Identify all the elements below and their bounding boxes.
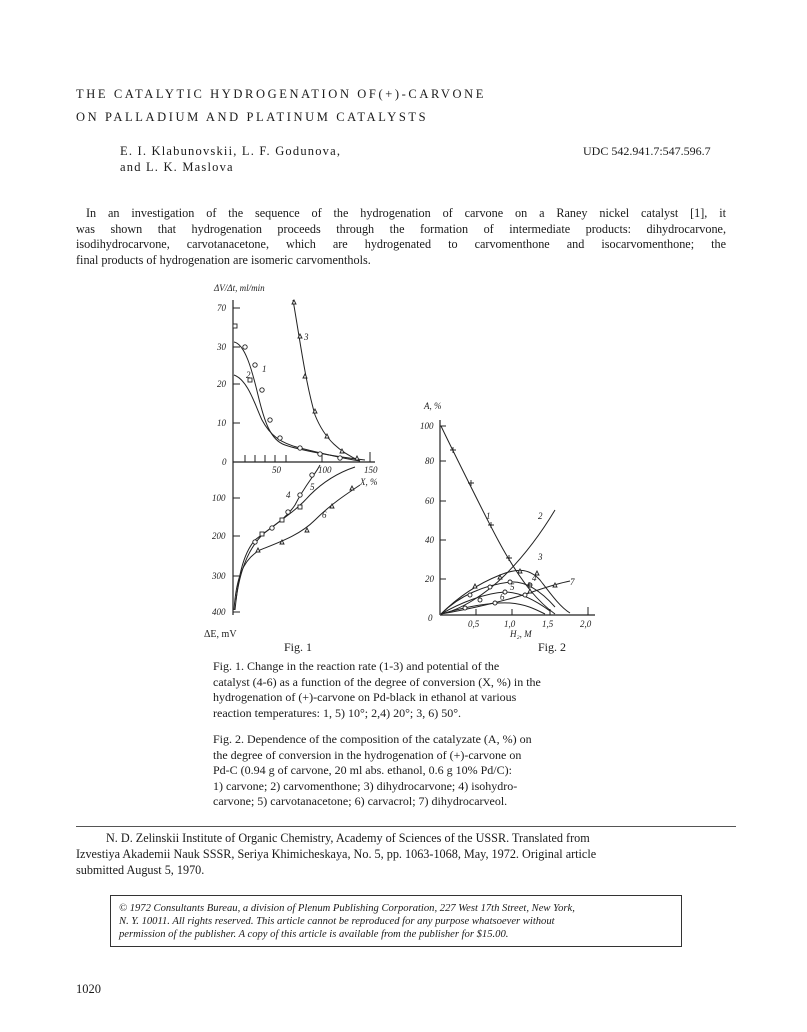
footnote — [76, 830, 726, 878]
fig2-y-axis-label: A, % — [424, 401, 442, 411]
fig2-curve-label: 7 — [570, 577, 575, 587]
fig1-curve-label: 3 — [304, 332, 309, 342]
fig1-upper-tick: 30 — [217, 342, 226, 352]
fig1-caption-line: hydrogenation of (+)-carvone on Pd-black in ethanol at various — [213, 690, 517, 704]
figure-1-plot — [200, 280, 395, 645]
fig2-caption-line: the degree of conversion in the hydrogenation of (+)-carvone on — [213, 747, 522, 762]
fig2-caption-line: 1) carvone; 2) carvomenthone; 3) dihydrocarvone; 4) isohydro- — [213, 778, 518, 793]
copyright-line: N. Y. 10011. All rights reserved. This article cannot be reproduced for any purpose whatsoever without — [119, 916, 555, 927]
fig2-label: Fig. 2 — [538, 640, 567, 654]
copyright-line: © 1972 Consultants Bureau, a division of Plenum Publishing Corporation, 227 West 17th Street, New York, — [119, 903, 575, 914]
copyright-box — [110, 895, 682, 947]
fig1-caption — [213, 659, 633, 721]
footnote-rule — [76, 826, 736, 827]
fig1-label: Fig. 1 — [284, 640, 313, 654]
fig2-y-tick: 60 — [425, 496, 434, 506]
fig1-x-axis-label: X, % — [360, 477, 378, 487]
fig1-lower-tick: 100 — [212, 493, 226, 503]
fig1-curve-label: 5 — [310, 482, 315, 492]
fig2-y-tick: 0 — [428, 613, 433, 623]
fig2-curve-label: 6 — [500, 592, 505, 602]
copyright-line: permission of the publisher. A copy of this article is available from the publisher for $15.00. — [119, 929, 509, 940]
fig2-curve-label: 2 — [538, 511, 543, 521]
fig2-caption-line: carvone; 5) carvotanacetone; 6) carvacrol; 7) dihydrocarveol. — [213, 794, 508, 808]
fig2-y-tick: 80 — [425, 456, 434, 466]
fig1-curve-4 — [235, 465, 320, 610]
fig1-caption-line: Fig. 1. Change in the reaction rate (1-3) and potential of the — [213, 659, 500, 673]
fig1-lower-tick: 400 — [212, 607, 226, 617]
fig1-upper-tick: 70 — [217, 303, 226, 313]
fig1-upper-tick: 0 — [222, 457, 227, 467]
fig2-caption — [213, 732, 633, 810]
fig2-y-tick: 40 — [425, 535, 434, 545]
fig1-curve-label: 1 — [262, 364, 267, 374]
fig1-upper-tick: 20 — [217, 379, 226, 389]
authors-line-1: E. I. Klabunovskii, L. F. Godunova, — [120, 144, 342, 158]
fig1-curve-label: 6 — [322, 510, 327, 520]
footnote-line: submitted August 5, 1970. — [76, 863, 205, 877]
footnote-line: N. D. Zelinskii Institute of Organic Chemistry, Academy of Sciences of the USSR. Translated from — [106, 831, 590, 845]
intro-line: was shown that hydrogenation proceeds through the formation of intermediate products: dihydrocarvone, — [76, 221, 726, 236]
page-number: 1020 — [76, 982, 101, 996]
fig2-y-tick: 100 — [420, 421, 434, 431]
udc-code: UDC 542.941.7:547.596.7 — [583, 144, 711, 158]
fig1-curve-5 — [236, 467, 355, 600]
intro-paragraph — [76, 206, 726, 268]
fig1-y-axis-label: ΔV/Δt, ml/min — [214, 283, 265, 293]
fig2-curve-label: 3 — [538, 552, 543, 562]
fig2-x-tick: 1,0 — [504, 619, 516, 629]
intro-line: final products of hydrogenation are isomeric carvomenthols. — [76, 252, 371, 267]
intro-line: isodihydrocarvone, carvotanacetone, which are hydrogenated to carvomenthone and isocarvomenthone; the — [76, 237, 726, 251]
article-title-line-2: ON PALLADIUM AND PLATINUM CATALYSTS — [76, 110, 429, 124]
fig2-curve-label: 1 — [486, 511, 491, 521]
fig1-curve-label: 2 — [246, 370, 251, 380]
fig2-caption-line: Fig. 2. Dependence of the composition of the catalyzate (A, %) on — [213, 732, 532, 746]
fig1-x-tick: 50 — [272, 465, 281, 475]
fig2-x-axis-label: H₂, M — [510, 629, 532, 639]
fig2-x-tick: 0,5 — [468, 619, 480, 629]
fig1-caption-line: reaction temperatures: 1, 5) 10°; 2,4) 20°; 3, 6) 50°. — [213, 705, 461, 720]
fig2-x-tick: 1,5 — [542, 619, 554, 629]
fig1-curve-label: 4 — [286, 490, 291, 500]
intro-line: In an investigation of the sequence of the hydrogenation of carvone on a Raney nickel catalyst [1], it — [86, 206, 726, 220]
article-title-line-1: THE CATALYTIC HYDROGENATION OF(+)-CARVONE — [76, 87, 487, 101]
fig2-curve-label: 5 — [510, 582, 515, 592]
fig2-x-tick: 2,0 — [580, 619, 592, 629]
fig1-x-tick: 150 — [364, 465, 378, 475]
authors-line-2: and L. K. Maslova — [120, 160, 234, 174]
fig1-lower-tick: 300 — [212, 571, 226, 581]
figure-2-plot — [410, 395, 610, 645]
fig1-caption-line: catalyst (4-6) as a function of the degree of conversion (X, %) in the — [213, 674, 541, 689]
fig2-caption-line: Pd-C (0.94 g of carvone, 20 ml abs. ethanol, 0.6 g 10% Pd/C): — [213, 763, 512, 777]
fig1-lower-y-axis-label: ΔE, mV — [204, 629, 237, 640]
fig1-lower-tick: 200 — [212, 531, 226, 541]
fig1-upper-tick: 10 — [217, 418, 226, 428]
fig2-y-tick: 20 — [425, 574, 434, 584]
fig1-x-tick: 100 — [318, 465, 332, 475]
fig2-curve-label: 4 — [532, 573, 537, 583]
footnote-line: Izvestiya Akademii Nauk SSSR, Seriya Khimicheskaya, No. 5, pp. 1063-1068, May, 1972. Original article — [76, 847, 597, 861]
